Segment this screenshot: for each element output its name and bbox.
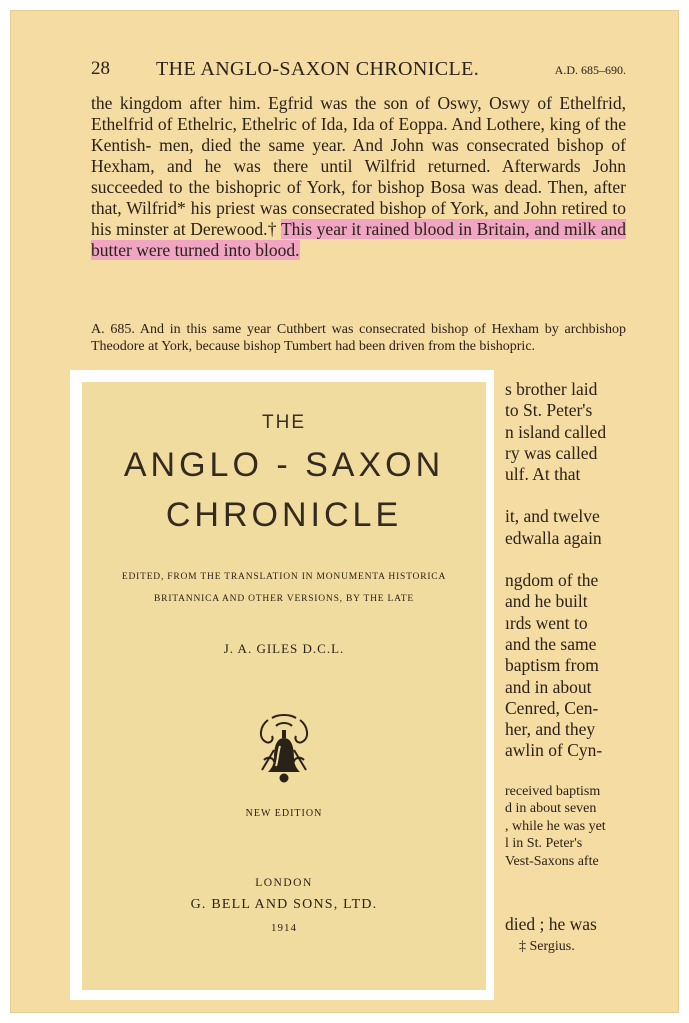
body-line: the kingdom after him. Egfrid was the son of Oswy,: [91, 93, 490, 113]
body-line: Ida, Ida of Eoppa. And Lothere, king of the Kentish-: [91, 114, 626, 155]
text-fragment: edwalla again: [505, 527, 602, 548]
text-fragment: baptism from: [505, 655, 599, 676]
edition: NEW EDITION: [245, 808, 323, 819]
highlighted-text: Britain, and milk and butter were turned into blood.: [91, 219, 626, 260]
bell-emblem-icon: [254, 712, 314, 788]
text-fragment: died ; he was: [505, 914, 597, 935]
text-fragment: s brother laid: [505, 379, 598, 399]
text-fragment: ırds went to: [505, 612, 588, 633]
text-fragment: ulf. At that: [505, 464, 581, 485]
text-fragment: awlin of Cyn-: [505, 740, 603, 761]
text-fragment: Cenred, Cen-: [505, 697, 599, 718]
body-line: of Hexham, and he was there until Wilfrid returned.: [91, 135, 626, 176]
body-line: bishop Bosa was dead. Then, after that, Wilfrid* his: [91, 177, 626, 218]
text-fragment: to St. Peter's: [505, 400, 593, 421]
title-anglo-saxon: ANGLO - SAXON: [123, 446, 445, 484]
text-fragment: and the same: [505, 633, 597, 654]
text-fragment: and in about: [505, 676, 592, 697]
editor-name: J. A. GILES D.C.L.: [223, 641, 345, 656]
publisher-city: LONDON: [255, 877, 313, 889]
main-paragraph: [91, 93, 626, 261]
text-fragment: ngdom of the: [505, 570, 599, 591]
highlighted-text: This year it rained blood in: [280, 219, 477, 239]
page-number: 28: [91, 58, 110, 79]
body-line: priest was consecrated bishop of York, and John retired to: [216, 198, 626, 218]
date-range: A.D. 685–690.: [554, 63, 626, 77]
edited-line: BRITANNICA AND OTHER VERSIONS, BY THE LATE: [154, 594, 414, 604]
text-fragment: ry was called: [505, 442, 598, 463]
text-fragment: received baptism: [505, 783, 601, 799]
title-page-inset: [70, 370, 494, 1000]
text-fragment: it, and twelve: [505, 506, 600, 527]
text-fragment: n island called: [505, 421, 607, 442]
body-line: Afterwards John succeeded to the bishopric of York, for: [91, 156, 626, 197]
footnote: ‡ Sergius.: [519, 938, 575, 954]
annal-note: A. 685. And in this same year Cuthbert was consecrated bishop of Hexham by archbishop Theodore at York, because bishop Tumbert had been driven from the bishopric.: [91, 322, 626, 354]
text-fragment: d in about seven: [505, 801, 597, 817]
title-chronicle: CHRONICLE: [165, 496, 403, 534]
text-fragment: Vest-Saxons afte: [505, 853, 599, 869]
text-fragment: l in St. Peter's: [505, 836, 583, 852]
body-line: Oswy of Ethelfrid, Ethelfrid of Ethelric, Ethelric of: [91, 93, 626, 134]
page-header: [91, 58, 626, 84]
running-title: THE ANGLO-SAXON CHRONICLE.: [156, 58, 480, 80]
title-the: THE: [262, 412, 306, 433]
body-line: men, died the same year. And John was consecrated bishop: [159, 135, 612, 155]
text-fragment: and he built: [505, 591, 588, 612]
text-fragment: her, and they: [505, 719, 596, 740]
publisher-name: G. BELL AND SONS, LTD.: [190, 897, 378, 912]
body-line: his minster at Derewood.†: [91, 219, 281, 239]
partially-hidden-text: [505, 379, 635, 957]
title-page: [82, 382, 486, 990]
text-fragment: , while he was yet: [505, 818, 606, 834]
publication-year: 1914: [271, 922, 297, 934]
edited-line: EDITED, FROM THE TRANSLATION IN MONUMENTA HISTORICA: [121, 572, 447, 582]
